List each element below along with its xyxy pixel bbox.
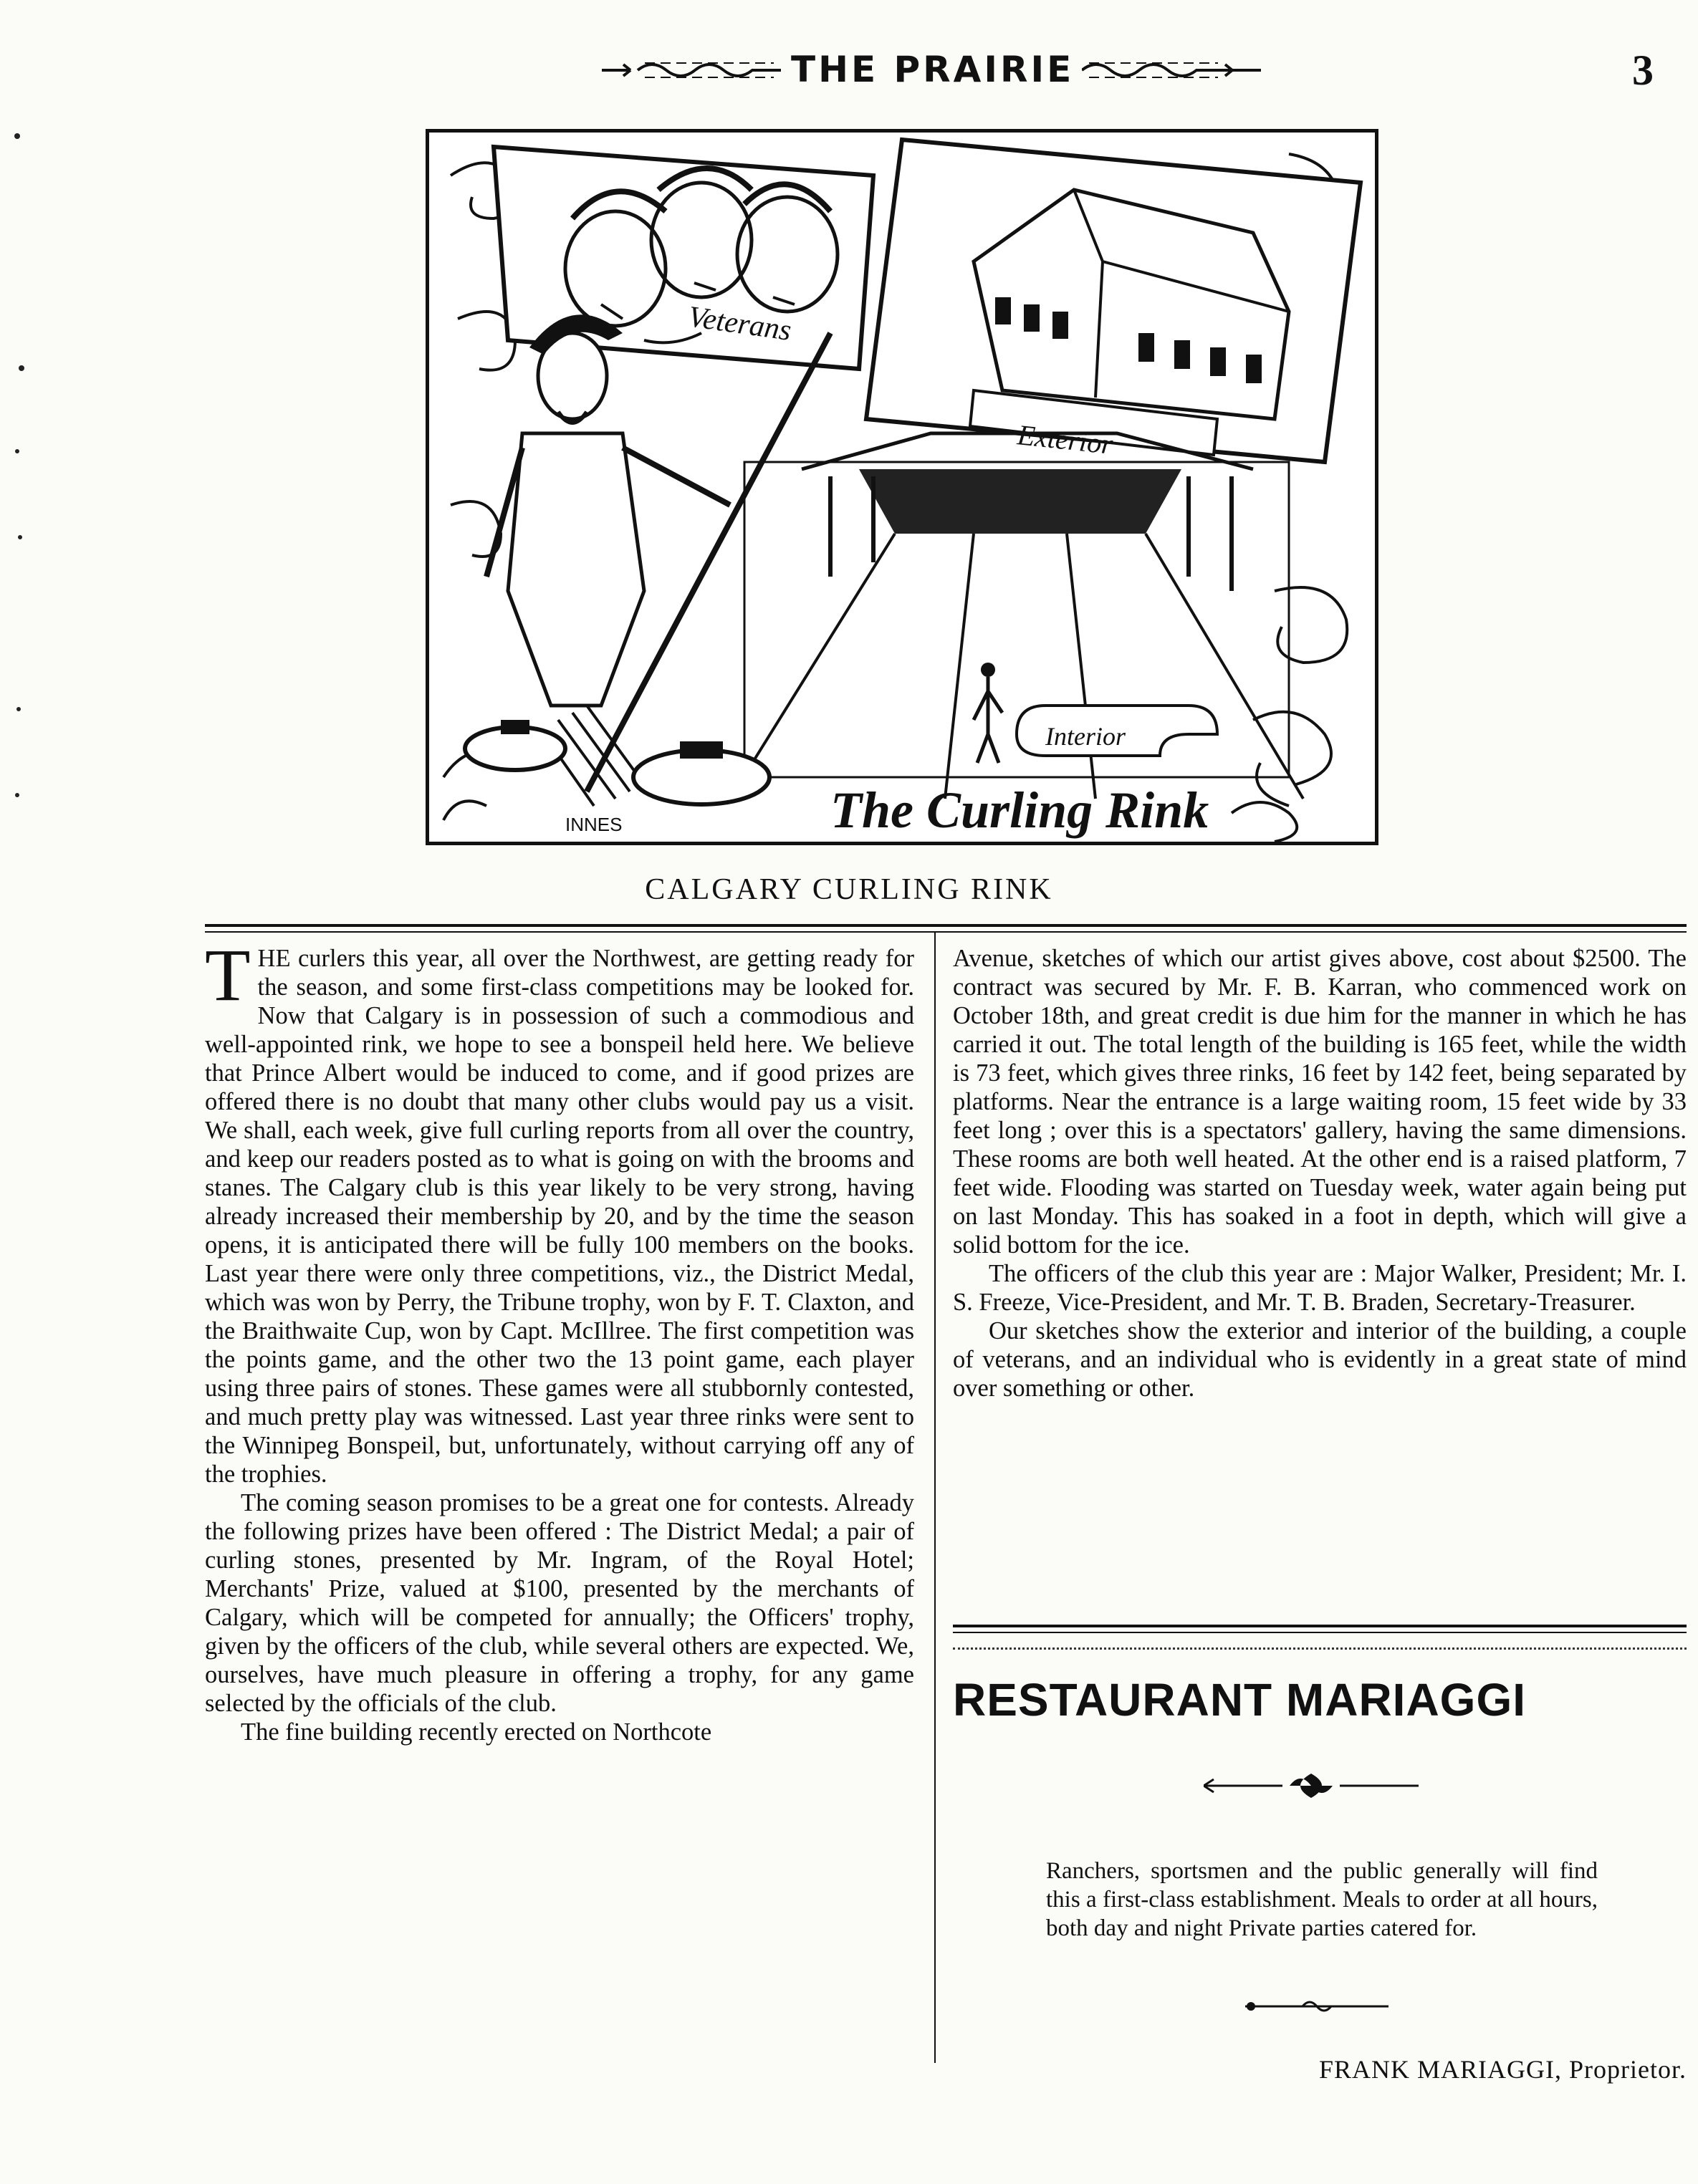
margin-specks bbox=[0, 0, 43, 860]
page-number: 3 bbox=[1632, 47, 1654, 94]
illustration-caption: CALGARY CURLING RINK bbox=[645, 873, 1053, 906]
illustration-drawing bbox=[429, 133, 1375, 842]
exterior-sketch bbox=[866, 140, 1361, 462]
caption-rule-thin bbox=[205, 931, 1687, 933]
ad-floral-ornament bbox=[1204, 1768, 1419, 1804]
article-paragraph-3-start: The fine building recently erected on Northcote bbox=[241, 1718, 712, 1746]
column-divider bbox=[934, 931, 936, 2063]
article-paragraph-1: THE curlers this year, all over the Northwest, are getting ready for the season, and some first-class competitions may be looked for. Now that Calgary is in possession of such a commodious and well-appointed rink, we hope to see a bonspeil held here. We believe that Prince Albert would be induced to come, and if good prizes are offered there is no doubt that many other clubs would pay us a visit. We shall, each week, give full curling reports from all over the country, and keep our readers posted as to what is going on with the brooms and stanes. The Calgary club is this year likely to be very strong, having already increased their membership by 20, and by the time the season opens, it is anticipated there will be fully 100 members on the books. Last year there were only three competitions, viz., the District Medal, which was won by Perry, the Tribune trophy, won by F. T. Claxton, and the Braithwaite Cup, won by Capt. McIllree. The first competition was the points game, and the other two the 13 point game, each player using three pairs of stones. These games were all stubbornly contested, and much pretty play was witnessed. Last year three rinks were sent to the Winnipeg Bonspeil, but, unfortunately, without carrying off any of the trophies. bbox=[205, 934, 914, 1488]
right-flourish-ornament bbox=[1082, 56, 1261, 85]
interior-label: Interior bbox=[1045, 722, 1126, 751]
artist-signature: INNES bbox=[565, 814, 623, 835]
exterior-label: Exterior bbox=[1016, 418, 1115, 461]
curling-rink-illustration bbox=[426, 129, 1378, 845]
article-column-left bbox=[205, 934, 914, 1746]
masthead bbox=[0, 46, 1698, 103]
ad-rule-thin bbox=[953, 1632, 1687, 1633]
article-paragraph-4: The officers of the club this year are : Major Walker, President; Mr. I. S. Freeze, Vice-President, and Mr. T. B. Braden, Secretary-Treasurer. bbox=[953, 1260, 1687, 1316]
ad-title: RESTAURANT MARIAGGI bbox=[953, 1674, 1526, 1726]
article-paragraph-5: Our sketches show the exterior and interior of the building, a couple of veterans, and an individual who is evidently in a great state of mind over something or other. bbox=[953, 1317, 1687, 1402]
publication-title: THE PRAIRIE bbox=[791, 49, 1075, 90]
ad-signature: FRANK MARIAGGI, Proprietor. bbox=[1319, 2055, 1687, 2084]
ad-small-ornament bbox=[1245, 1996, 1388, 2017]
left-flourish-ornament bbox=[602, 56, 781, 85]
veterans-label: Veterans bbox=[686, 300, 794, 348]
caption-rule bbox=[205, 924, 1687, 927]
article-paragraph-3: Avenue, sketches of which our artist gives above, cost about $2500. The contract was secured by Mr. F. B. Karran, who commenced work on October 18th, and great credit is due him for the manner in which he has carried it out. The total length of the building is 165 feet, while the width is 73 feet, which gives three rinks, 16 feet by 142 feet, being separated by platforms. Near the entrance is a large waiting room, 15 feet wide by 33 feet long ; over this is a spectators' gallery, having the same dimensions. These rooms are both well heated. At the other end is a raised platform, 7 feet wide. Flooding was started on Tuesday week, water again being put on last Monday. This has soaked in a foot in depth, which will give a solid bottom for the ice. bbox=[953, 945, 1687, 1259]
drop-cap: T bbox=[205, 934, 251, 1016]
ad-rule bbox=[953, 1625, 1687, 1627]
interior-sketch bbox=[730, 433, 1303, 799]
ad-dotted-rule bbox=[953, 1647, 1687, 1650]
article-paragraph-2: The coming season promises to be a great one for contests. Already the following prizes have been offered : The District Medal; a pair of curling stones, presented by Mr. Ingram, of the Royal Hotel; Merchants' Prize, valued at $100, presented by the merchants of Calgary, which will be competed for annually; the Officers' trophy, given by the officers of the club, while several others are expected. We, ourselves, have much pleasure in offering a trophy, for any game selected by the officials of the club. bbox=[205, 1489, 914, 1717]
ad-body: Ranchers, sportsmen and the public generally will find this a first-class establishment. Meals to order at all hours, both day and night Private parties catered for. bbox=[1046, 1858, 1598, 1941]
article-column-right bbox=[953, 944, 1687, 1403]
illustration-title: The Curling Rink bbox=[830, 781, 1209, 839]
